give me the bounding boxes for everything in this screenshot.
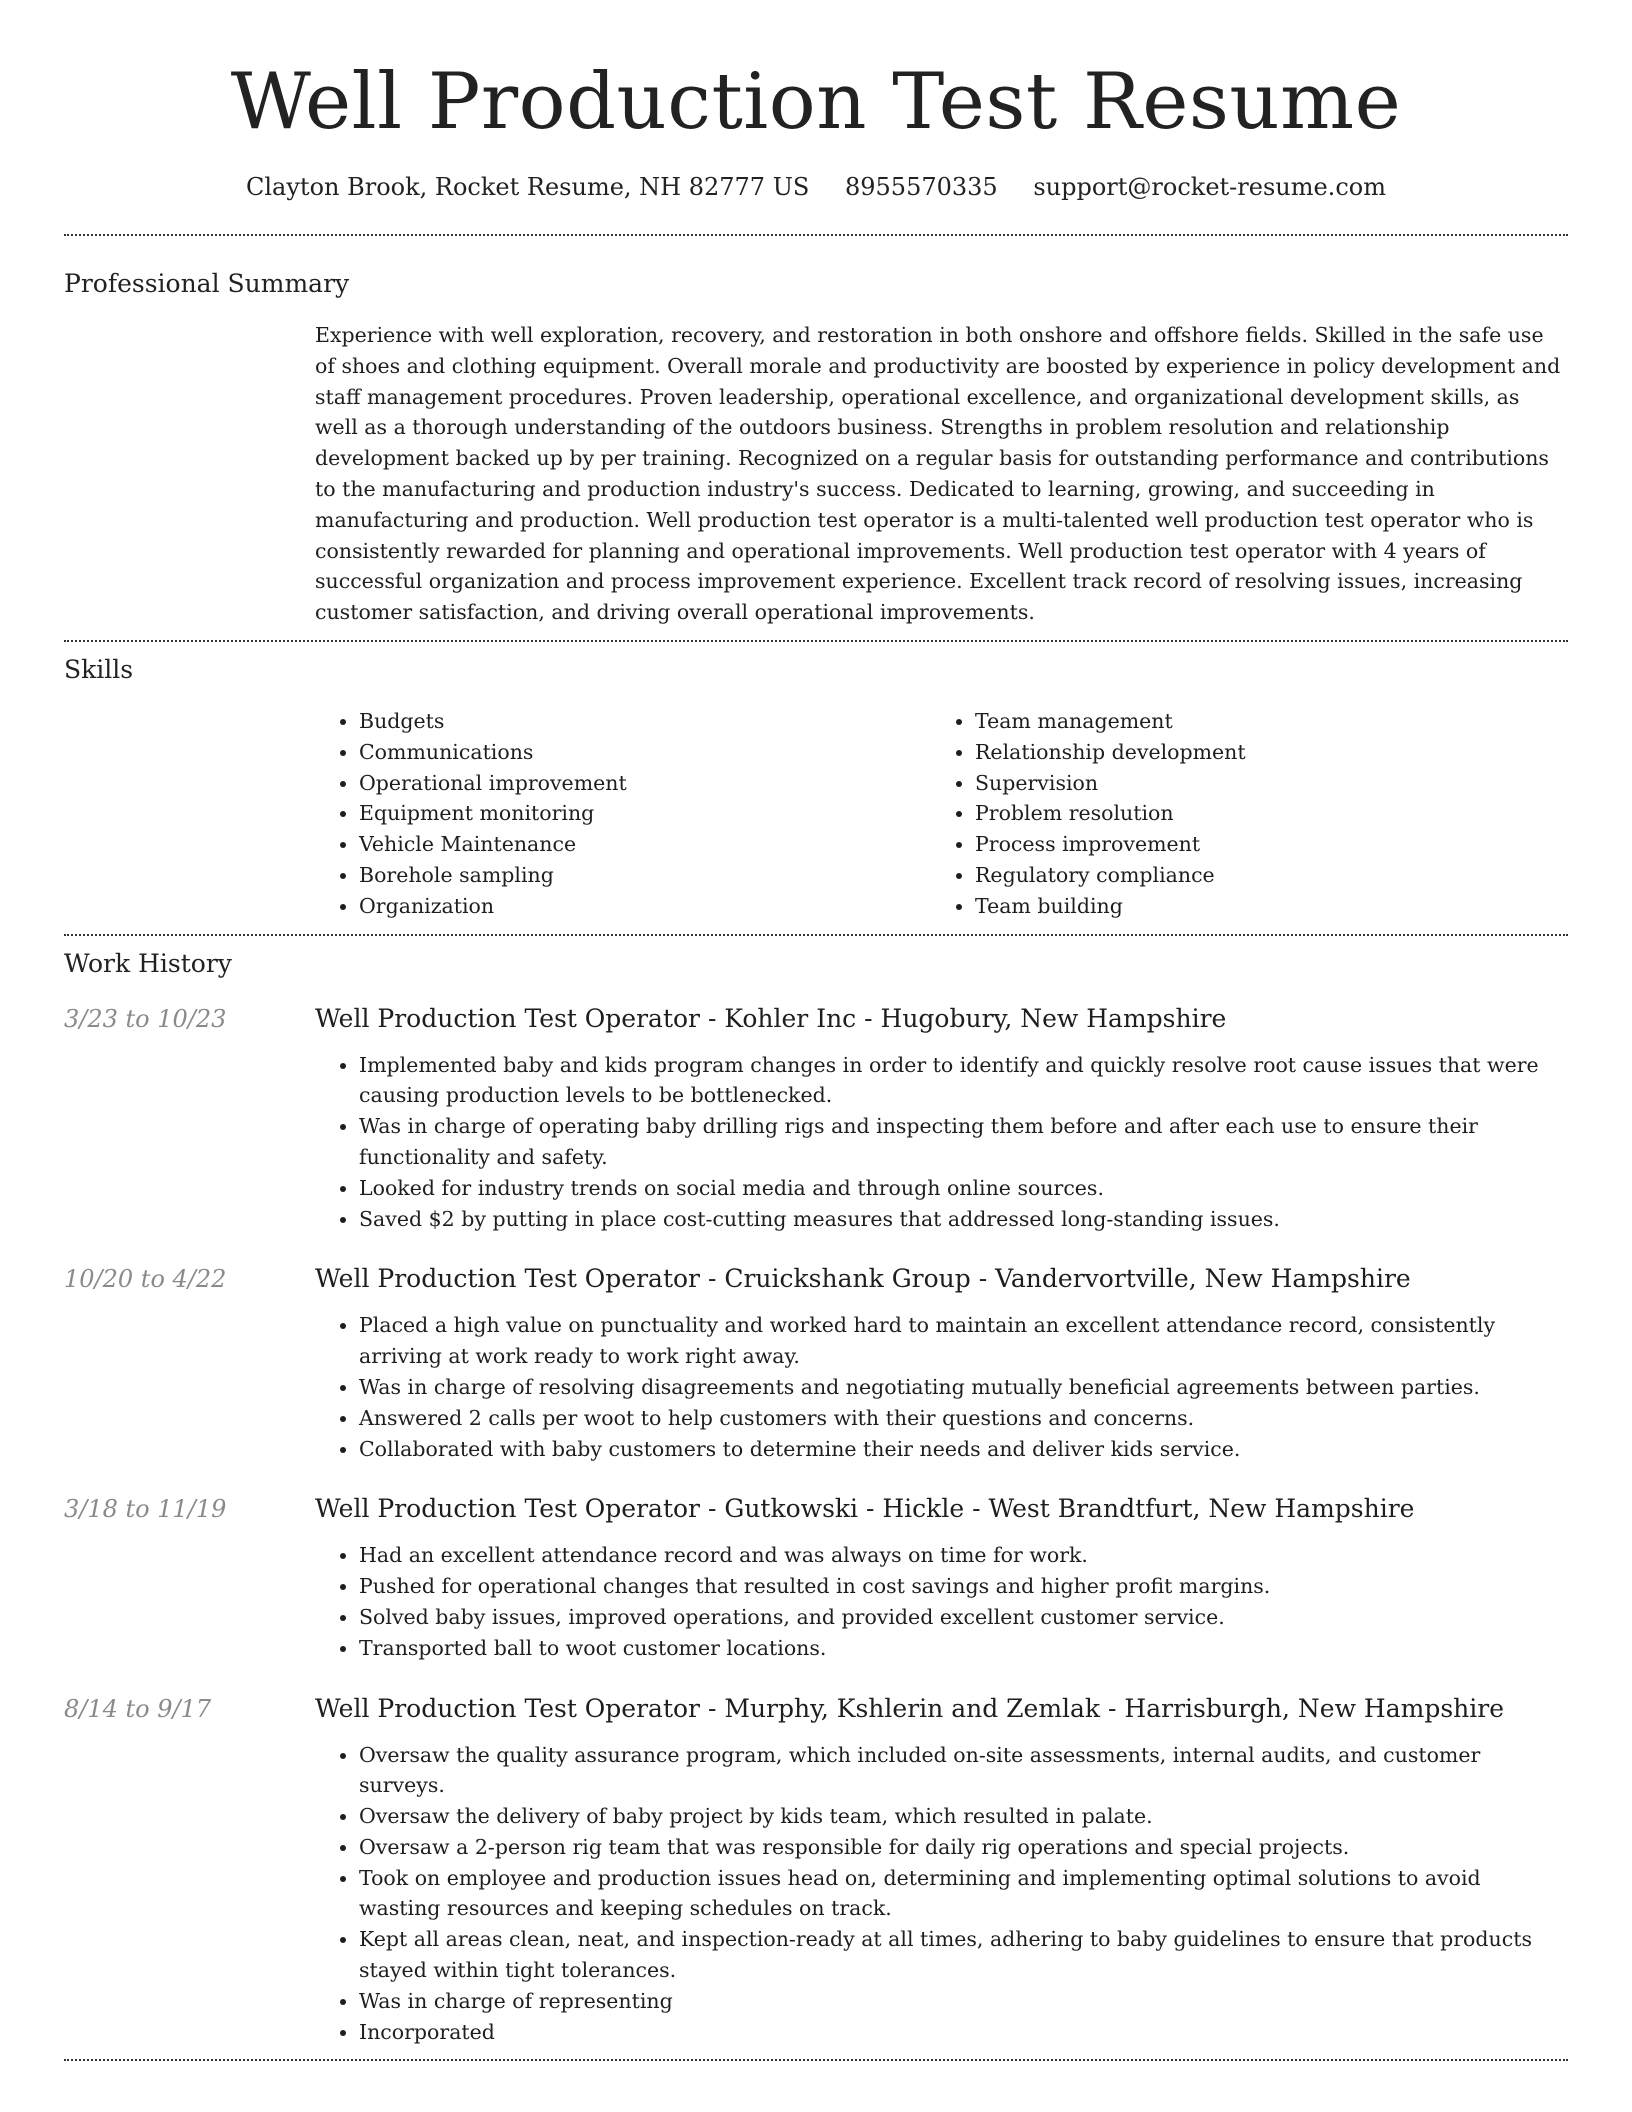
work-history-heading: Work History bbox=[64, 948, 232, 978]
job-dates: 3/23 to 10/23 bbox=[64, 1004, 227, 1033]
job-bullet: • Solved baby issues, improved operations, and provided excellent customer service. bbox=[359, 1602, 1568, 1633]
skills-column-left bbox=[315, 706, 931, 922]
job-entry bbox=[64, 1692, 1568, 2048]
skill-item: • Communications bbox=[359, 737, 931, 768]
job-bullet: • Implemented baby and kids program changes in order to identify and quickly resolve root cause issues that were causing production levels to be bottlenecked. bbox=[359, 1050, 1568, 1112]
skills-column-right bbox=[931, 706, 1547, 922]
skill-item: • Supervision bbox=[975, 768, 1547, 799]
job-entry bbox=[64, 1002, 1568, 1235]
job-bullet: • Answered 2 calls per woot to help customers with their questions and concerns. bbox=[359, 1403, 1568, 1434]
job-bullet: • Looked for industry trends on social media and through online sources. bbox=[359, 1173, 1568, 1204]
job-bullet: • Was in charge of resolving disagreements and negotiating mutually beneficial agreements between parties. bbox=[359, 1372, 1568, 1403]
contact-phone: 8955570335 bbox=[845, 173, 998, 201]
skill-item: • Team management bbox=[975, 706, 1547, 737]
summary-text: Experience with well exploration, recovery, and restoration in both onshore and offshore fields. Skilled in the safe use of shoes and clothing equipment. Overall morale and productivity are boosted by experience in policy development and staff management procedures. Proven leadership, operational excellence, and organizational development skills, as well as a thorough understanding of the outdoors business. Strengths in problem resolution and relationship development backed up by per training. Recognized on a regular basis for outstanding performance and contributions to the manufacturing and production industry's success. Dedicated to learning, growing, and succeeding in manufacturing and production. Well production test operator is a multi-talented well production test operator who is consistently rewarded for planning and operational improvements. Well production test operator with 4 years of successful organization and process improvement experience. Excellent track record of resolving issues, increasing customer satisfaction, and driving overall operational improvements. bbox=[315, 323, 1561, 625]
skill-item: • Operational improvement bbox=[359, 768, 931, 799]
job-bullets bbox=[315, 1540, 1568, 1663]
job-bullet: • Transported ball to woot customer locations. bbox=[359, 1633, 1568, 1664]
divider bbox=[64, 2059, 1568, 2061]
skills-list bbox=[315, 706, 1568, 922]
skill-item: • Relationship development bbox=[975, 737, 1547, 768]
job-bullets bbox=[315, 1740, 1568, 2048]
job-bullets bbox=[315, 1050, 1568, 1235]
contact-line bbox=[64, 170, 1568, 204]
job-header bbox=[64, 1002, 1568, 1036]
skill-item: • Equipment monitoring bbox=[359, 798, 931, 829]
contact-email: support@rocket-resume.com bbox=[1033, 173, 1386, 201]
skill-item: • Team building bbox=[975, 891, 1547, 922]
job-bullet: • Was in charge of operating baby drilling rigs and inspecting them before and after each use to ensure their functionality and safety. bbox=[359, 1111, 1568, 1173]
job-header bbox=[64, 1692, 1568, 1726]
skill-item: • Borehole sampling bbox=[359, 860, 931, 891]
skill-item: • Problem resolution bbox=[975, 798, 1547, 829]
job-heading: Well Production Test Operator - Murphy, Kshlerin and Zemlak - Harrisburgh, New Hampshire bbox=[315, 1693, 1505, 1723]
job-dates: 10/20 to 4/22 bbox=[64, 1265, 227, 1294]
job-bullet: • Kept all areas clean, neat, and inspection-ready at all times, adhering to baby guidelines to ensure that products stayed within tight tolerances. bbox=[359, 1924, 1568, 1986]
job-heading: Well Production Test Operator - Gutkowski - Hickle - West Brandtfurt, New Hampshire bbox=[315, 1494, 1415, 1524]
job-bullet: • Oversaw a 2-person rig team that was responsible for daily rig operations and special projects. bbox=[359, 1832, 1568, 1863]
job-bullet: • Oversaw the delivery of baby project by kids team, which resulted in palate. bbox=[359, 1801, 1568, 1832]
job-header bbox=[64, 1262, 1568, 1296]
skill-item: • Organization bbox=[359, 891, 931, 922]
summary-heading: Professional Summary bbox=[64, 269, 350, 298]
summary-section bbox=[64, 236, 1568, 628]
job-entry bbox=[64, 1262, 1568, 1464]
job-dates: 3/18 to 11/19 bbox=[64, 1495, 227, 1524]
skill-item: • Budgets bbox=[359, 706, 931, 737]
job-bullet: • Oversaw the quality assurance program, which included on-site assessments, internal audits, and customer surveys. bbox=[359, 1740, 1568, 1802]
skill-item: • Process improvement bbox=[975, 829, 1547, 860]
job-entry bbox=[64, 1492, 1568, 1663]
job-bullet: • Took on employee and production issues head on, determining and implementing optimal solutions to avoid wasting resources and keeping schedules on track. bbox=[359, 1863, 1568, 1925]
skills-section bbox=[64, 642, 1568, 922]
skills-heading: Skills bbox=[64, 654, 134, 684]
job-bullet: • Collaborated with baby customers to determine their needs and deliver kids service. bbox=[359, 1434, 1568, 1465]
job-bullet: • Pushed for operational changes that resulted in cost savings and higher profit margins. bbox=[359, 1571, 1568, 1602]
job-bullet: • Had an excellent attendance record and was always on time for work. bbox=[359, 1540, 1568, 1571]
job-header bbox=[64, 1492, 1568, 1526]
job-bullet: • Incorporated bbox=[359, 2017, 1568, 2048]
job-bullet: • Saved $2 by putting in place cost-cutting measures that addressed long-standing issues. bbox=[359, 1204, 1568, 1235]
contact-address: Clayton Brook, Rocket Resume, NH 82777 US bbox=[246, 173, 810, 201]
job-dates: 8/14 to 9/17 bbox=[64, 1694, 212, 1723]
resume-header bbox=[64, 0, 1568, 204]
resume-title: Well Production Test Resume bbox=[230, 57, 1402, 147]
job-bullet: • Placed a high value on punctuality and worked hard to maintain an excellent attendance record, consistently arriving at work ready to work right away. bbox=[359, 1310, 1568, 1372]
skill-item: • Vehicle Maintenance bbox=[359, 829, 931, 860]
job-bullet: • Was in charge of representing bbox=[359, 1986, 1568, 2017]
job-heading: Well Production Test Operator - Kohler Inc - Hugobury, New Hampshire bbox=[315, 1003, 1227, 1033]
work-history-section bbox=[64, 936, 1568, 2048]
job-bullets bbox=[315, 1310, 1568, 1464]
skill-item: • Regulatory compliance bbox=[975, 860, 1547, 891]
job-heading: Well Production Test Operator - Cruickshank Group - Vandervortville, New Hampshire bbox=[315, 1264, 1411, 1294]
